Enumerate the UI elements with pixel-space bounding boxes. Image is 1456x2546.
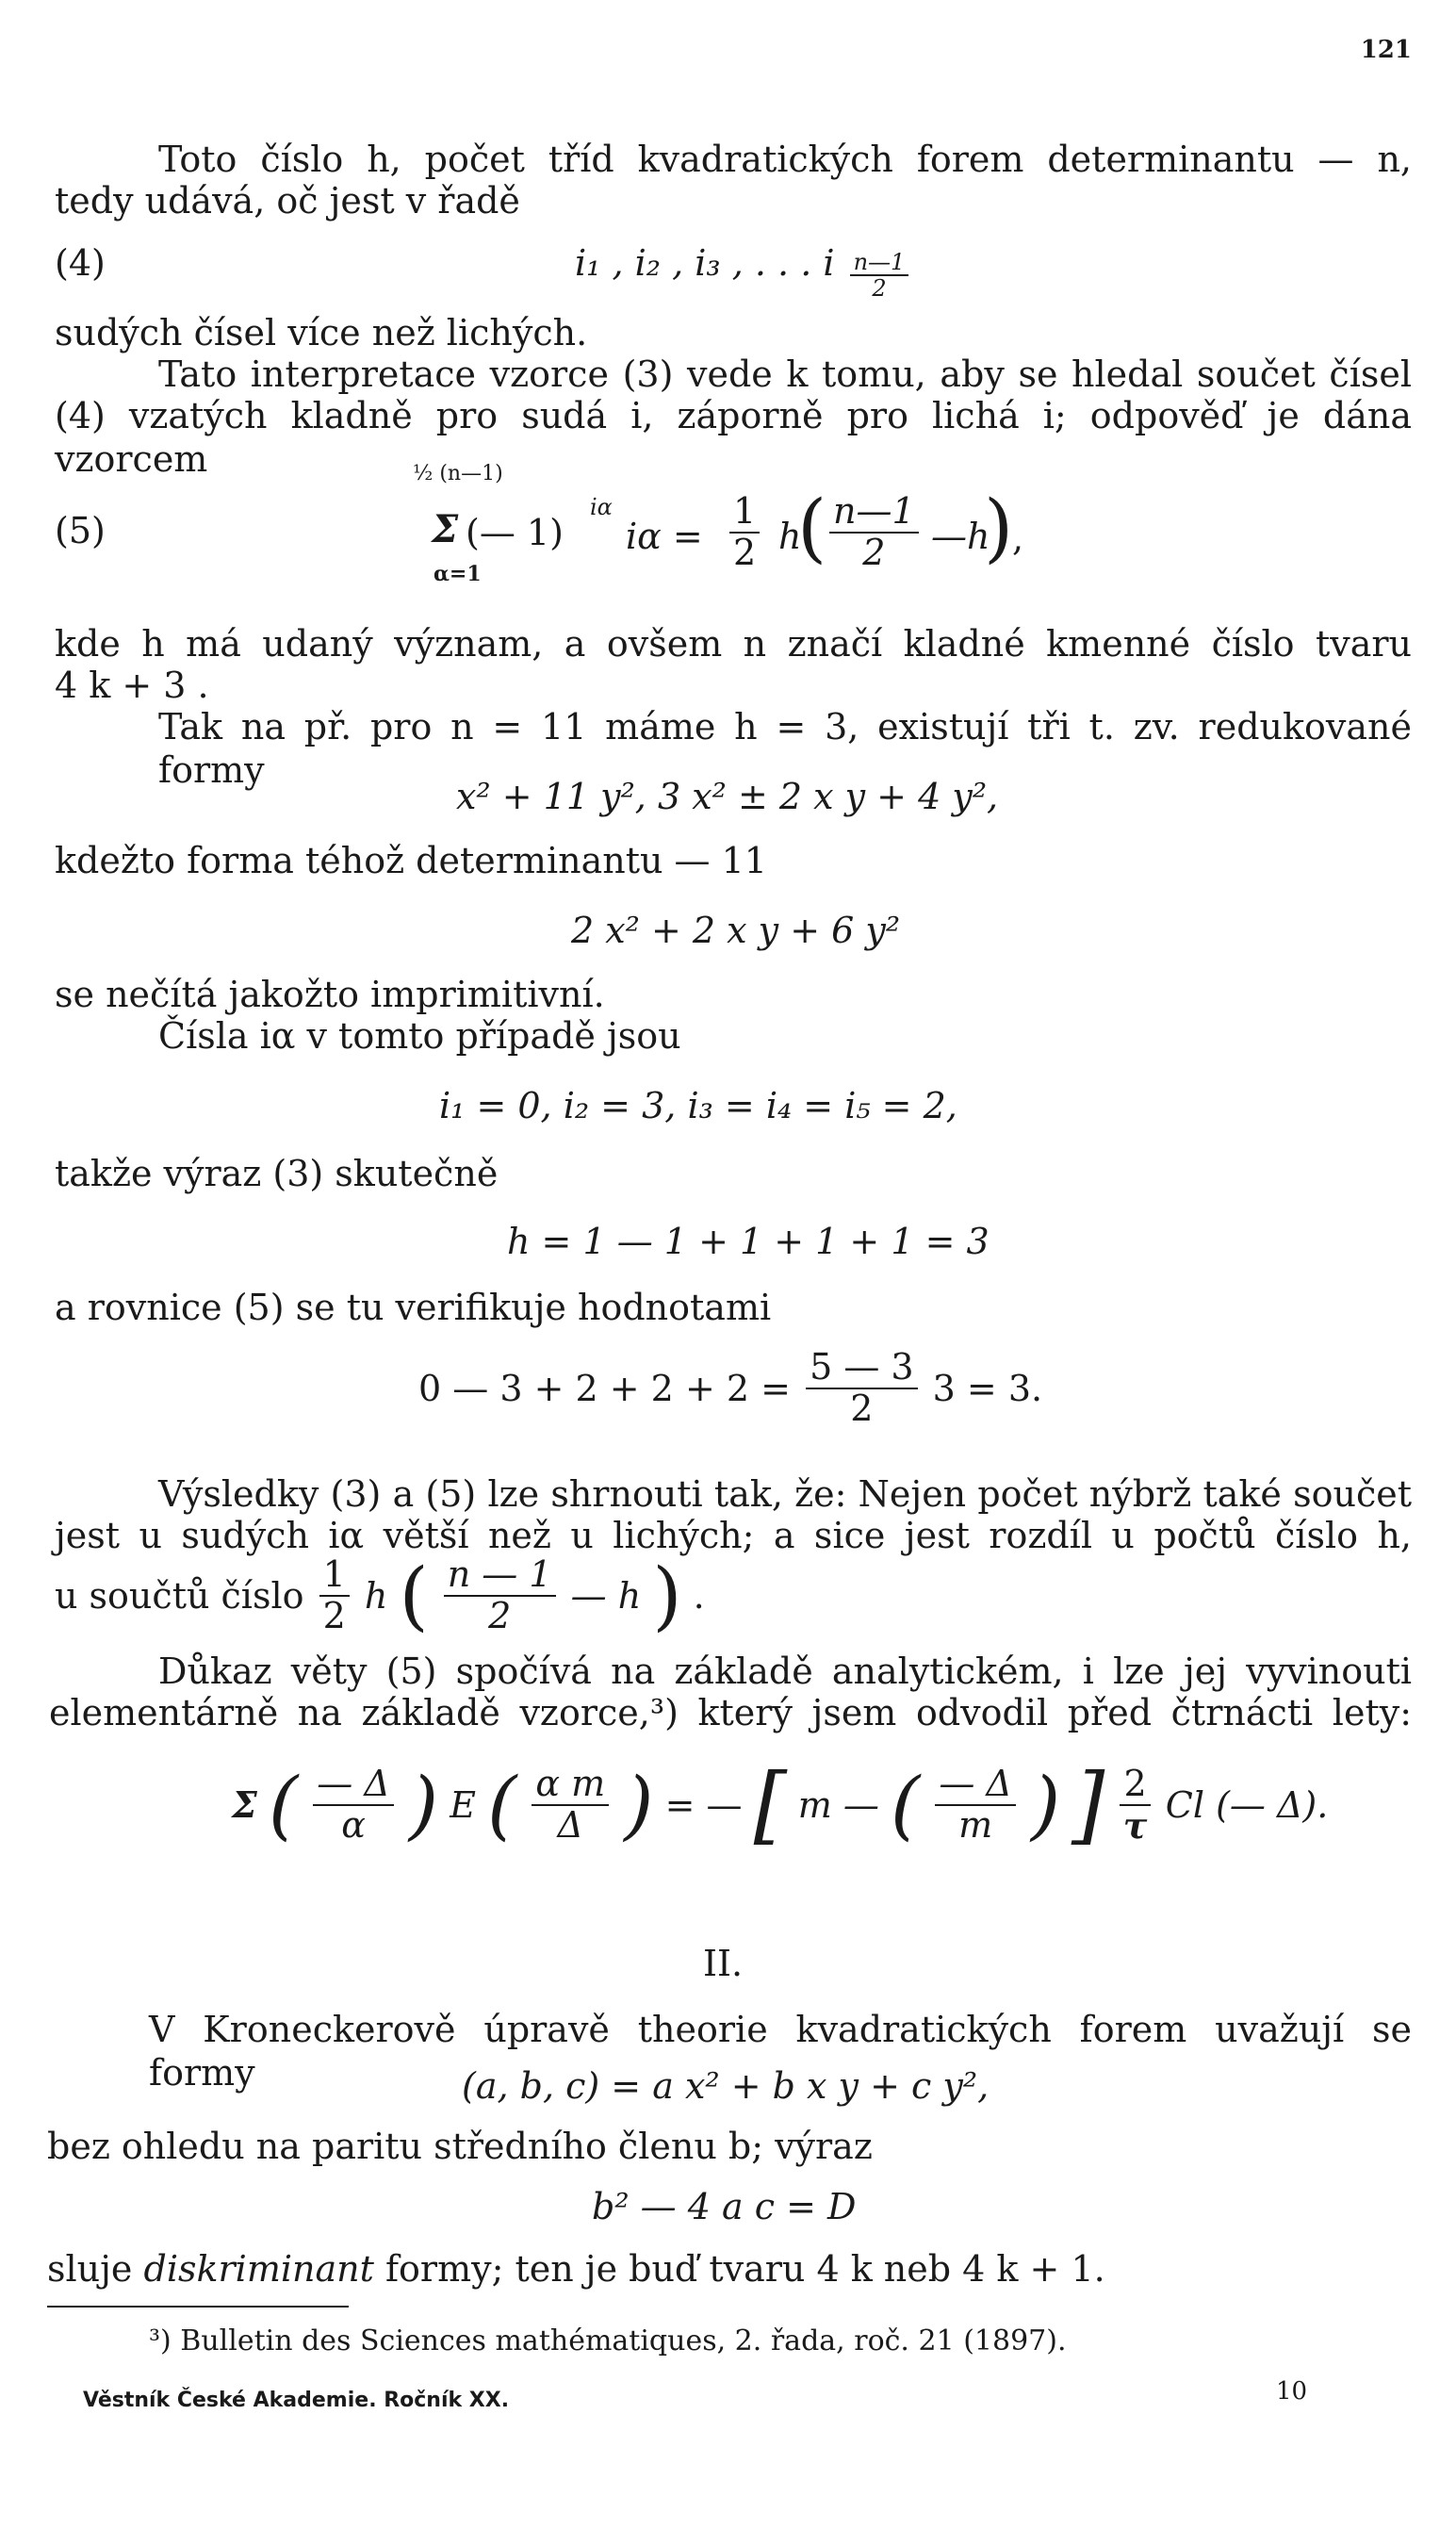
equation: (a, b, c) = a x² + b x y + c y², [462, 2065, 990, 2107]
paragraph-line: se nečítá jakožto imprimitivní. [55, 974, 605, 1015]
page-number: 121 [1360, 36, 1412, 64]
fraction-numerator: 2 [1120, 1765, 1150, 1806]
fraction-numerator: 5 — 3 [806, 1348, 918, 1389]
E-symbol: E [450, 1783, 476, 1826]
equals: = — [664, 1783, 743, 1826]
equation: i₁ = 0, i₂ = 3, i₃ = i₄ = i₅ = 2, [439, 1085, 957, 1126]
fraction [532, 1765, 609, 1846]
paragraph-line: bez ohledu na paritu středního členu b; výraz [47, 2126, 873, 2167]
fraction-denominator: 2 [488, 1594, 512, 1636]
fraction-half [726, 492, 763, 573]
paragraph-line: kdežto forma téhož determinantu — 11 [55, 840, 767, 881]
equation-label: (5) [55, 510, 106, 551]
fraction-numerator: n—1 [850, 250, 909, 276]
fraction-numerator: 1 [729, 492, 760, 534]
sum-term: (— 1) [466, 512, 564, 553]
sum-sign: Σ [232, 1782, 257, 1826]
right-paren: ) [408, 1760, 439, 1848]
fraction [729, 492, 760, 573]
m-term: m — [797, 1783, 879, 1826]
equation: h = 1 — 1 + 1 + 1 + 1 = 3 [507, 1221, 990, 1262]
left-paren: ( [797, 484, 827, 571]
fraction-denominator: τ [1122, 1803, 1148, 1847]
fraction-numerator: n—1 [829, 492, 919, 534]
footnote: ³) Bulletin des Sciences mathématiques, 2. řada, roč. 21 (1897). [149, 2324, 1067, 2357]
fraction [319, 1555, 350, 1636]
paragraph-line: takže výraz (3) skutečně [55, 1153, 499, 1194]
right-paren: ) [984, 484, 1014, 571]
fraction [444, 1555, 556, 1636]
equation: 2 x² + 2 x y + 6 y² [571, 910, 901, 951]
equation-5 [405, 462, 1084, 603]
fraction-numerator: — Δ [313, 1765, 394, 1806]
period: . [693, 1574, 705, 1617]
paragraph-line: sudých čísel více než lichých. [55, 312, 588, 353]
h-symbol: h [364, 1574, 388, 1617]
paragraph-line: kde h má udaný význam, a ovšem n značí kladné kmenné číslo tvaru [55, 623, 1412, 665]
fraction-denominator: 2 [733, 531, 757, 573]
emphasis-term: diskriminant [143, 2248, 374, 2290]
right-bracket: ] [1072, 1754, 1105, 1854]
sum-after: iα = [626, 516, 703, 557]
fraction-numerator: α m [532, 1765, 609, 1806]
right-paren: ) [624, 1760, 654, 1848]
subscript-fraction [850, 250, 909, 302]
text-segment: sluje [47, 2248, 133, 2290]
comma: , [1012, 517, 1024, 559]
footnote-rule [47, 2306, 349, 2308]
fraction-denominator: 2 [322, 1594, 346, 1636]
paragraph-line: Toto číslo h, počet tříd kvadratických forem determinantu — n, [158, 139, 1412, 180]
fraction [1120, 1765, 1150, 1846]
paragraph-line: 4 k + 3 . [55, 665, 209, 706]
right-paren: ) [1030, 1760, 1061, 1848]
fraction-numerator: 1 [319, 1555, 350, 1597]
h-symbol: h [778, 516, 802, 557]
minus-h: —h [931, 516, 990, 557]
left-paren: ( [487, 1760, 517, 1848]
paragraph-line: V Kroneckerově úpravě theorie kvadratických forem uvažují se formy [149, 2009, 1412, 2094]
paragraph-line: a rovnice (5) se tu verifikuje hodnotami [55, 1287, 772, 1328]
section-heading: II. [703, 1943, 744, 1984]
paragraph-line: Tato interpretace vzorce (3) vede k tomu, aby se hledal součet čísel [158, 353, 1412, 395]
minus-h: — h [570, 1574, 642, 1617]
equation-left: 0 — 3 + 2 + 2 + 2 = [418, 1367, 791, 1409]
equation: x² + 11 y², 3 x² ± 2 x y + 4 y², [456, 776, 999, 817]
fraction-denominator: 2 [850, 1387, 874, 1429]
paragraph-line: tedy udává, oč jest v řadě [55, 180, 520, 222]
fraction-denominator: m [958, 1803, 993, 1846]
equation-right: 3 = 3. [932, 1367, 1043, 1409]
left-paren: ( [268, 1760, 299, 1848]
fraction-numerator: n — 1 [444, 1555, 556, 1597]
fraction [935, 1765, 1016, 1846]
equation [575, 241, 912, 301]
paragraph-line: Důkaz věty (5) spočívá na základě analytickém, i lze jej vyvinouti [158, 1651, 1412, 1692]
paragraph-line: jest u sudých iα větší než u lichých; a sice jest rozdíl u počtů číslo h, [55, 1515, 1412, 1556]
paragraph-line: Výsledky (3) a (5) lze shrnouti tak, že: Nejen počet nýbrž také součet [158, 1473, 1412, 1515]
fraction [806, 1348, 918, 1429]
text-segment: formy; ten je buď tvaru 4 k neb 4 k + 1. [384, 2248, 1105, 2290]
fraction [829, 492, 919, 573]
class-number: Cl (— Δ). [1165, 1783, 1329, 1826]
left-paren: ( [399, 1551, 429, 1639]
fraction-denominator: 2 [872, 275, 887, 302]
equation-big [232, 1754, 1329, 1854]
signature-number: 10 [1276, 2377, 1308, 2406]
sum-upper-limit: ½ (n—1) [413, 462, 503, 485]
paragraph-line [47, 2247, 1105, 2291]
paragraph-line: (4) vzatých kladně pro sudá i, záporně pro lichá i; odpověď je dána vzorcem [55, 395, 1412, 480]
right-paren: ) [652, 1551, 682, 1639]
fraction-inner [826, 492, 923, 573]
paragraph-line-with-formula [55, 1551, 705, 1639]
exponent: iα [590, 494, 613, 520]
fraction [313, 1765, 394, 1846]
equation-label: (4) [55, 242, 106, 284]
text-segment: u součtů číslo [55, 1574, 304, 1617]
fraction-numerator: — Δ [935, 1765, 1016, 1806]
left-bracket: [ [753, 1754, 787, 1854]
journal-footer: Věstník České Akademie. Ročník XX. [83, 2389, 510, 2412]
left-paren: ( [891, 1760, 921, 1848]
equation: b² — 4 a c = D [592, 2186, 857, 2227]
sum-sign: Σ [432, 507, 459, 551]
fraction-denominator: Δ [557, 1803, 583, 1846]
fraction-denominator: 2 [862, 531, 886, 573]
paragraph-line: Čísla iα v tomto případě jsou [158, 1015, 681, 1057]
equation-verify [418, 1348, 1042, 1429]
equation-body: i₁ , i₂ , i₃ , . . . i [575, 242, 835, 284]
fraction-denominator: α [341, 1803, 366, 1846]
sum-lower-limit: α=1 [434, 562, 482, 586]
paragraph-line: elementárně na základě vzorce,³) který jsem odvodil před čtrnácti lety: [49, 1692, 1412, 1733]
paragraph-line: Tak na př. pro n = 11 máme h = 3, existují tři t. zv. redukované formy [158, 706, 1412, 791]
